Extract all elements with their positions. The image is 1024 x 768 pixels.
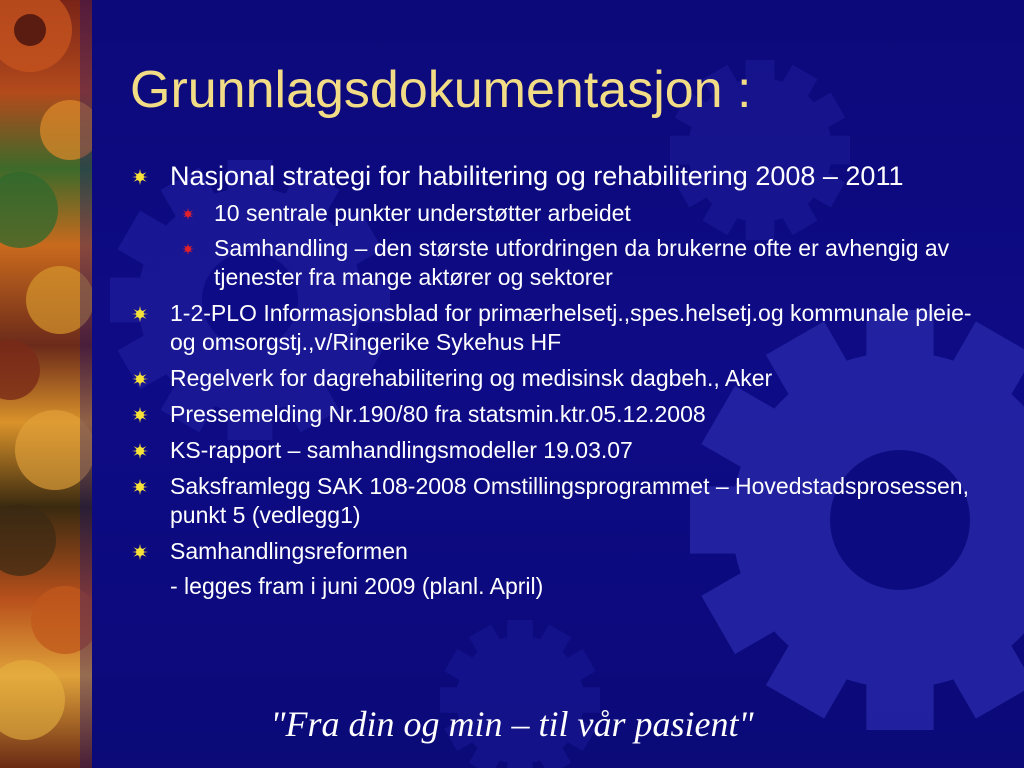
sub-list-item-text: Samhandling – den største utfordringen da brukerne ofte er avhengig av tjenester fra mange aktører og sektorer xyxy=(214,235,950,290)
list-item-text: Saksframlegg SAK 108-2008 Omstillingsprogrammet – Hovedstadsprosessen, punkt 5 (vedlegg1) xyxy=(170,473,969,528)
starburst-bullet-icon xyxy=(182,243,194,255)
list-item xyxy=(130,400,990,429)
list-item xyxy=(130,436,990,465)
list-item-text: Regelverk for dagrehabilitering og medisinsk dagbeh., Aker xyxy=(170,365,773,391)
starburst-bullet-icon xyxy=(132,479,148,495)
sub-list-item-text: 10 sentrale punkter understøtter arbeidet xyxy=(214,200,631,226)
starburst-bullet-icon xyxy=(132,443,148,459)
list-item xyxy=(130,364,990,393)
gear-icon xyxy=(0,0,92,768)
decorative-gear-strip xyxy=(0,0,92,768)
sub-list-item xyxy=(130,234,990,292)
list-item xyxy=(130,299,990,357)
list-item xyxy=(130,537,990,566)
starburst-bullet-icon xyxy=(182,208,194,220)
list-item-text: Nasjonal strategi for habilitering og rehabilitering 2008 – 2011 xyxy=(170,161,904,191)
list-item-text: Samhandlingsreformen xyxy=(170,538,408,564)
slogan-quote: "Fra din og min – til vår pasient" xyxy=(270,704,754,744)
gear-icon xyxy=(440,620,600,768)
page-title: Grunnlagsdokumentasjon : xyxy=(130,61,752,119)
list-item xyxy=(130,160,990,193)
list-item-text: KS-rapport – samhandlingsmodeller 19.03.07 xyxy=(170,437,633,463)
starburst-bullet-icon xyxy=(132,371,148,387)
list-item-text: 1-2-PLO Informasjonsblad for primærhelsetj.,spes.helsetj.og kommunale pleie-og omsorgstj.,v/Ringerike Sykehus HF xyxy=(170,300,972,355)
starburst-bullet-icon xyxy=(132,306,148,322)
starburst-bullet-icon xyxy=(132,169,148,185)
sub-list-item xyxy=(130,199,990,228)
continuation-line: - legges fram i juni 2009 (planl. April) xyxy=(170,573,544,599)
bullet-list xyxy=(130,160,990,601)
list-item-text: Pressemelding Nr.190/80 fra statsmin.ktr.05.12.2008 xyxy=(170,401,706,427)
list-item xyxy=(130,472,990,530)
starburst-bullet-icon xyxy=(132,544,148,560)
starburst-bullet-icon xyxy=(132,407,148,423)
